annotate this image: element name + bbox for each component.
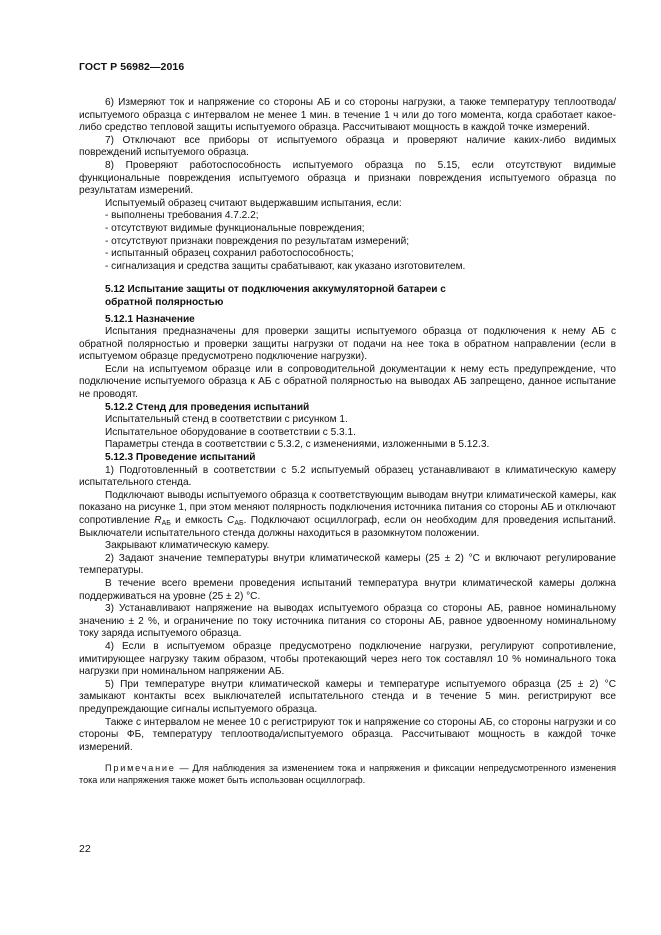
resistance-subscript: АБ	[161, 520, 171, 527]
capacitance-subscript: АБ	[234, 520, 244, 527]
note-label: Примечание	[105, 763, 176, 774]
paragraph-connection	[79, 490, 616, 540]
paragraph-test-step-1: 1) Подготовленный в соответствии с 5.2 испытуемый образец устанавливают в климатическую камеру испытательного стенда.	[79, 464, 616, 489]
paragraph-test-step-3: 3) Устанавливают напряжение на выводах испытуемого образца со стороны АБ, равное номинальному значению ± 2 %, и ограничение по току источника питания со стороны АБ, равное удвоенному номинальному току заряда испытуемого образца.	[79, 603, 616, 640]
paragraph-temperature: В течение всего времени проведения испытаний температура внутри климатической камеры должна поддерживаться на уровне (25 ± 2) °С.	[79, 577, 616, 602]
criteria-intro: Испытуемый образец считают выдержавшим испытания, если:	[105, 197, 402, 209]
paragraph-step-7: 7) Отключают все приборы от испытуемого образца и проверяют наличие каких-либо видимых повреждений испытуемого образца.	[79, 134, 616, 159]
section-5-12-2-heading: 5.12.2 Стенд для проведения испытаний	[105, 401, 310, 413]
paragraph-step-6: 6) Измеряют ток и напряжение со стороны АБ и со стороны нагрузки, а также температуру теплоотвода/испытуемого образца с интервалом не менее 1 мин. в течение 1 ч или до того момента, когда сработает какое-либо средство тепловой защиты испытуемого образца. Рассчитывают мощность в каждой точке измерений.	[79, 97, 616, 134]
criteria-list	[79, 210, 616, 273]
section-5-12-3-heading: 5.12.3 Проведение испытаний	[105, 452, 256, 464]
paragraph-stand: Испытательный стенд в соответствии с рисунком 1.	[105, 414, 348, 426]
paragraph-purpose: Испытания предназначены для проверки защиты испытуемого образца от подключения к нему АБ с обратной полярностью и проверки защиты нагрузки от подачи на нее тока в обратном направлении (если в испытуемом образце предусмотрено подключение нагрузки).	[79, 326, 616, 363]
paragraph-test-step-4: 4) Если в испытуемом образце предусмотрено подключение нагрузки, регулируют сопротивление, имитирующее нагрузку таким образом, чтобы протекающий через него ток составлял 10 % номинального тока нагрузки при номинальном напряжении АБ.	[79, 640, 616, 678]
paragraph-test-step-5: 5) При температуре внутри климатической камеры и температуре испытуемого образца (25 ± 2) °С замыкают контакты всех выключателей испытательного стенда и в течение 5 мин. регистрируют все предупреждающие сигналы испытуемого образца.	[79, 678, 616, 715]
connection-text-a: Подключают выводы испытуемого образца к соответствующим выводам внутри климатической камеры, как показано на рисунке 1, при этом меняют полярность подключения источника питания со стороны АБ и отключают сопротивление	[79, 489, 616, 526]
capacitance-symbol: C	[227, 515, 235, 526]
criteria-item: - отсутствуют видимые функциональные повреждения;	[79, 223, 616, 236]
section-5-12-1-heading: 5.12.1 Назначение	[105, 313, 195, 325]
paragraph-step-8: 8) Проверяют работоспособность испытуемого образца по 5.15, если отсутствуют видимые функциональные повреждения испытуемого образца и признаки повреждения испытуемого образца по результатам измерений.	[79, 159, 616, 197]
criteria-item: - испытанный образец сохранил работоспособность;	[79, 248, 616, 261]
standard-header: ГОСТ Р 56982—2016	[79, 61, 185, 73]
connection-text-b: и емкость	[170, 515, 228, 526]
paragraph-equipment: Испытательное оборудование в соответствии с 5.3.1.	[105, 426, 356, 438]
page-number: 22	[79, 843, 91, 855]
paragraph-registration: Также с интервалом не менее 10 с регистрируют ток и напряжение со стороны АБ, со стороны нагрузки и со стороны ФБ, температуру теплоотвода/испытуемого образца. Рассчитывают мощность в каждой точке измерений.	[79, 716, 616, 753]
criteria-item: - сигнализация и средства защиты срабатывают, как указано изготовителем.	[79, 261, 616, 274]
paragraph-close-chamber: Закрывают климатическую камеру.	[105, 540, 270, 552]
paragraph-warning: Если на испытуемом образце или в сопроводительной документации к нему есть предупреждение, что подключение испытуемого образца к АБ с обратной полярностью на выводах АБ запрещено, данное испытание не проводят.	[79, 363, 616, 401]
paragraph-test-step-2: 2) Задают значение температуры внутри климатической камеры (25 ± 2) °С и включают регулирование температуры.	[79, 552, 616, 577]
criteria-item: - выполнены требования 4.7.2.2;	[79, 210, 616, 223]
resistance-symbol: R	[154, 515, 162, 526]
paragraph-parameters: Параметры стенда в соответствии с 5.3.2, с изменениями, изложенными в 5.12.3.	[105, 439, 490, 451]
note-text: — Для наблюдения за изменением тока и напряжения и фиксации непредусмотренного изменения тока или напряжения также может быть использован осциллограф.	[79, 763, 616, 786]
note	[79, 762, 616, 786]
criteria-item: - отсутствуют признаки повреждения по результатам измерений;	[79, 236, 616, 249]
section-5-12-heading: 5.12 Испытание защиты от подключения аккумуляторной батареи с обратной полярностью	[105, 284, 446, 308]
page-body	[79, 97, 616, 786]
connection-text-c: . Подключают осциллограф, если он необходим для проведения испытаний. Выключатели испытательного стенда должны находиться в разомкнутом положении.	[79, 515, 616, 539]
